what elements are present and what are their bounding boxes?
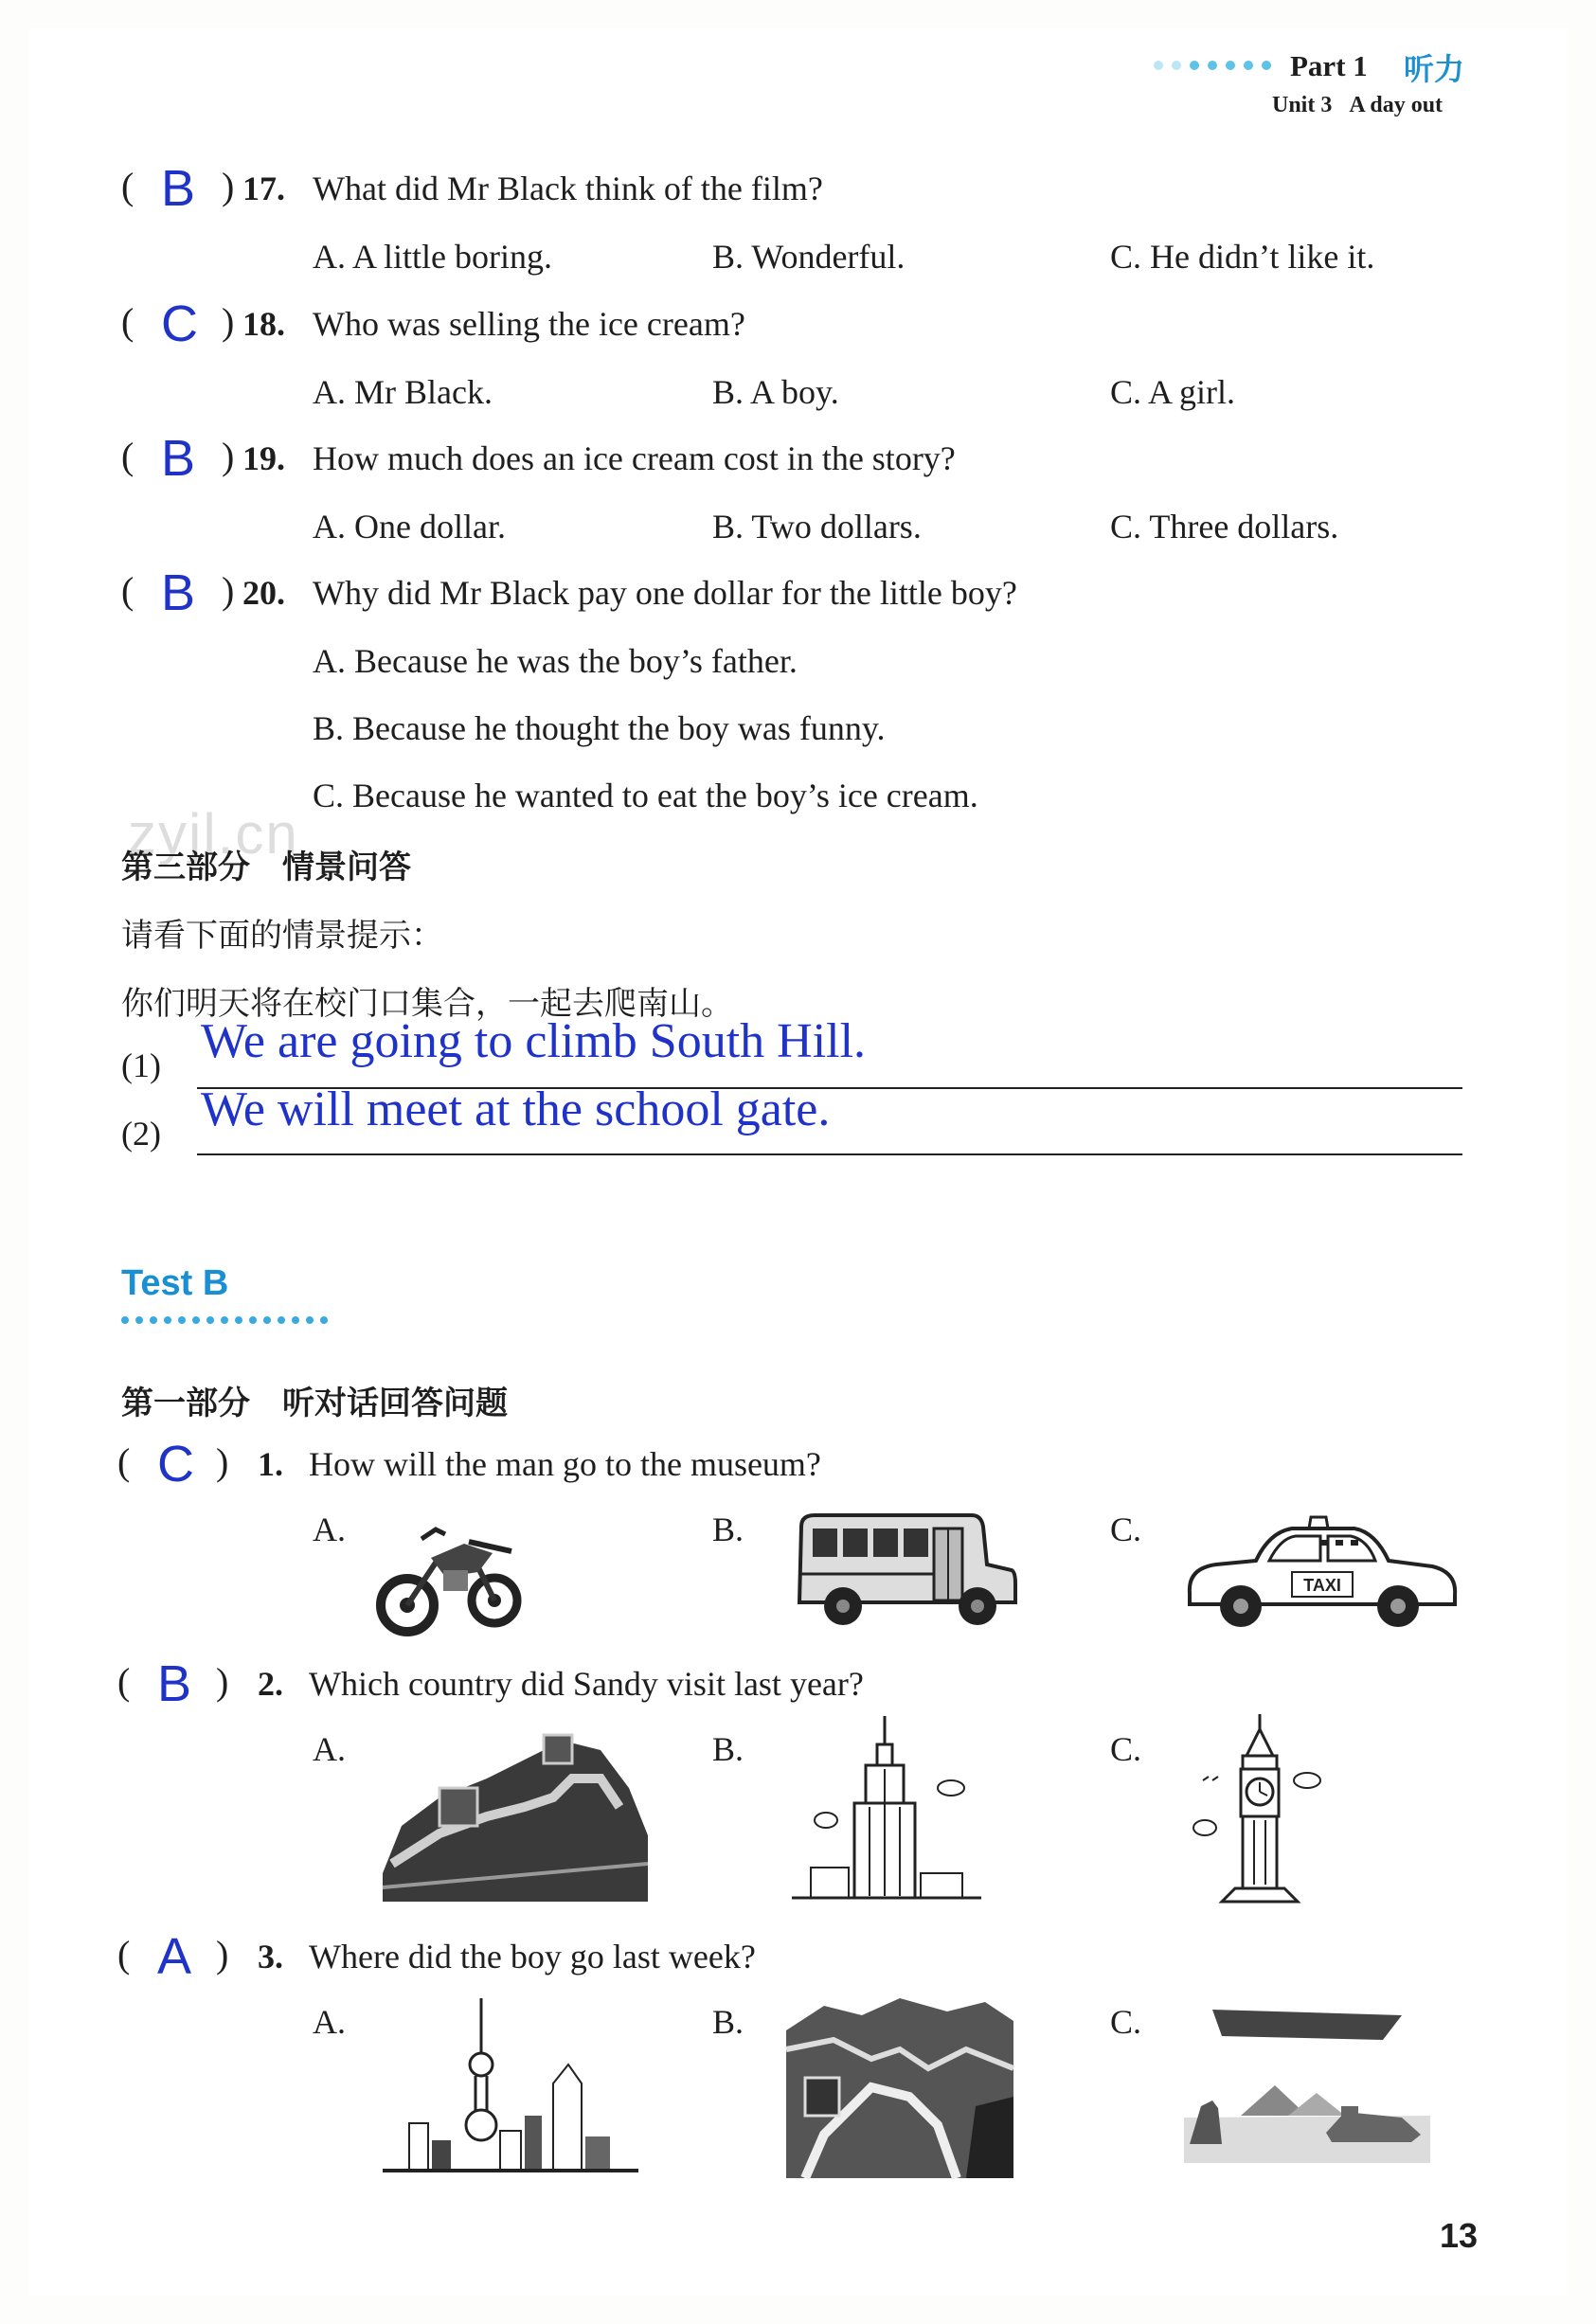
question-number-20: 20. [242, 574, 285, 612]
answer-20: B [161, 564, 196, 621]
option-19-a: A. One dollar. [313, 508, 506, 545]
watermark: zyjl.cn [128, 802, 299, 866]
shanghai-skyline-image [383, 1998, 638, 2178]
option-18-a: A. Mr Black. [313, 373, 493, 411]
test-b-underline-dots [121, 1316, 328, 1324]
question-text-18: Who was selling the ice cream? [313, 305, 745, 343]
question-text-17: What did Mr Black think of the film? [313, 170, 823, 207]
page-number: 13 [1440, 2216, 1479, 2255]
skyscraper-image [792, 1716, 981, 1905]
paren-close: ) [222, 569, 235, 612]
paren-close: ) [216, 1440, 229, 1483]
test-b-q1-label-b: B. [712, 1511, 744, 1548]
paren-open: ( [121, 569, 134, 612]
test-b-q3-label-b: B. [712, 2003, 744, 2041]
pyramids-sphinx-image [1184, 2002, 1430, 2163]
test-b-q3-label-a: A. [313, 2003, 346, 2041]
paren-close: ) [222, 435, 235, 477]
motorbike-image [379, 1506, 521, 1638]
answer-line-2 [197, 1153, 1462, 1155]
test-b-q2-label-a: A. [313, 1730, 346, 1768]
taxi-image [1178, 1506, 1462, 1638]
option-19-b: B. Two dollars. [712, 508, 922, 545]
option-17-b: B. Wonderful. [712, 238, 906, 276]
option-20-b: B. Because he thought the boy was funny. [313, 709, 886, 747]
header-dots [1154, 61, 1271, 70]
test-b-section1-heading: 第一部分 听对话回答问题 [121, 1385, 508, 1422]
test-b-answer-2: B [157, 1655, 192, 1712]
header-unit-title: A day out [1349, 93, 1444, 117]
test-b-answer-3: A [157, 1928, 192, 1985]
question-number-17: 17. [242, 170, 285, 207]
bus-image [792, 1508, 1019, 1633]
question-number-18: 18. [242, 305, 285, 343]
great-wall-image [383, 1722, 648, 1902]
section3-prompt-label: 请看下面的情景提示： [121, 917, 443, 955]
paren-close: ) [216, 1933, 229, 1975]
answer-line-2-text: We will meet at the school gate. [201, 1082, 831, 1136]
header-title-cn: 听力 [1404, 51, 1465, 87]
question-number-19: 19. [242, 439, 285, 477]
paren-open: ( [117, 1660, 131, 1703]
question-text-19: How much does an ice cream cost in the story? [313, 439, 956, 477]
test-b-question-text-3: Where did the boy go last week? [309, 1938, 756, 1975]
section3-heading: 第三部分 情景问答 [121, 849, 411, 886]
question-text-20: Why did Mr Black pay one dollar for the little boy? [313, 574, 1017, 612]
paren-open: ( [117, 1440, 131, 1483]
paren-open: ( [121, 300, 134, 343]
taxi-sign-text: TAXI [1303, 1576, 1341, 1595]
option-20-c: C. Because he wanted to eat the boy’s ice cream. [313, 777, 978, 814]
test-b-question-number-3: 3. [258, 1938, 283, 1975]
option-17-a: A. A little boring. [313, 238, 553, 276]
great-wall-mountain-image [786, 1993, 1013, 2178]
answer-line-1-text: We are going to climb South Hill. [201, 1014, 867, 1068]
test-b-question-number-2: 2. [258, 1665, 283, 1703]
answer-line-1-label: (1) [121, 1046, 161, 1084]
test-b-q1-label-a: A. [313, 1511, 346, 1548]
paren-close: ) [216, 1660, 229, 1703]
option-20-a: A. Because he was the boy’s father. [313, 642, 798, 680]
answer-18: C [161, 295, 198, 352]
test-b-q3-label-c: C. [1110, 2003, 1142, 2041]
test-b-q2-label-b: B. [712, 1730, 744, 1768]
test-b-question-text-2: Which country did Sandy visit last year? [309, 1665, 864, 1703]
test-b-q1-label-c: C. [1110, 1511, 1142, 1548]
answer-19: B [161, 430, 196, 487]
answer-17: B [161, 160, 196, 217]
paren-open: ( [121, 165, 134, 207]
header-unit [1272, 93, 1443, 118]
test-b-question-number-1: 1. [258, 1445, 283, 1483]
option-17-c: C. He didn’t like it. [1110, 238, 1375, 276]
answer-line-2-label: (2) [121, 1115, 161, 1153]
test-b-answer-1: C [157, 1436, 194, 1493]
paren-close: ) [222, 300, 235, 343]
test-b-question-text-1: How will the man go to the museum? [309, 1445, 821, 1483]
test-b-title: Test B [121, 1263, 229, 1303]
paren-open: ( [117, 1933, 131, 1975]
section3-prompt-text: 你们明天将在校门口集合，一起去爬南山。 [121, 985, 733, 1023]
test-b-q2-label-c: C. [1110, 1730, 1142, 1768]
option-18-c: C. A girl. [1110, 373, 1236, 411]
header-unit-number: Unit 3 [1272, 93, 1333, 117]
paren-open: ( [121, 435, 134, 477]
option-18-b: B. A boy. [712, 373, 839, 411]
header-part: Part 1 [1290, 49, 1368, 82]
paren-close: ) [222, 165, 235, 207]
big-ben-image [1184, 1714, 1345, 1904]
option-19-c: C. Three dollars. [1110, 508, 1339, 545]
